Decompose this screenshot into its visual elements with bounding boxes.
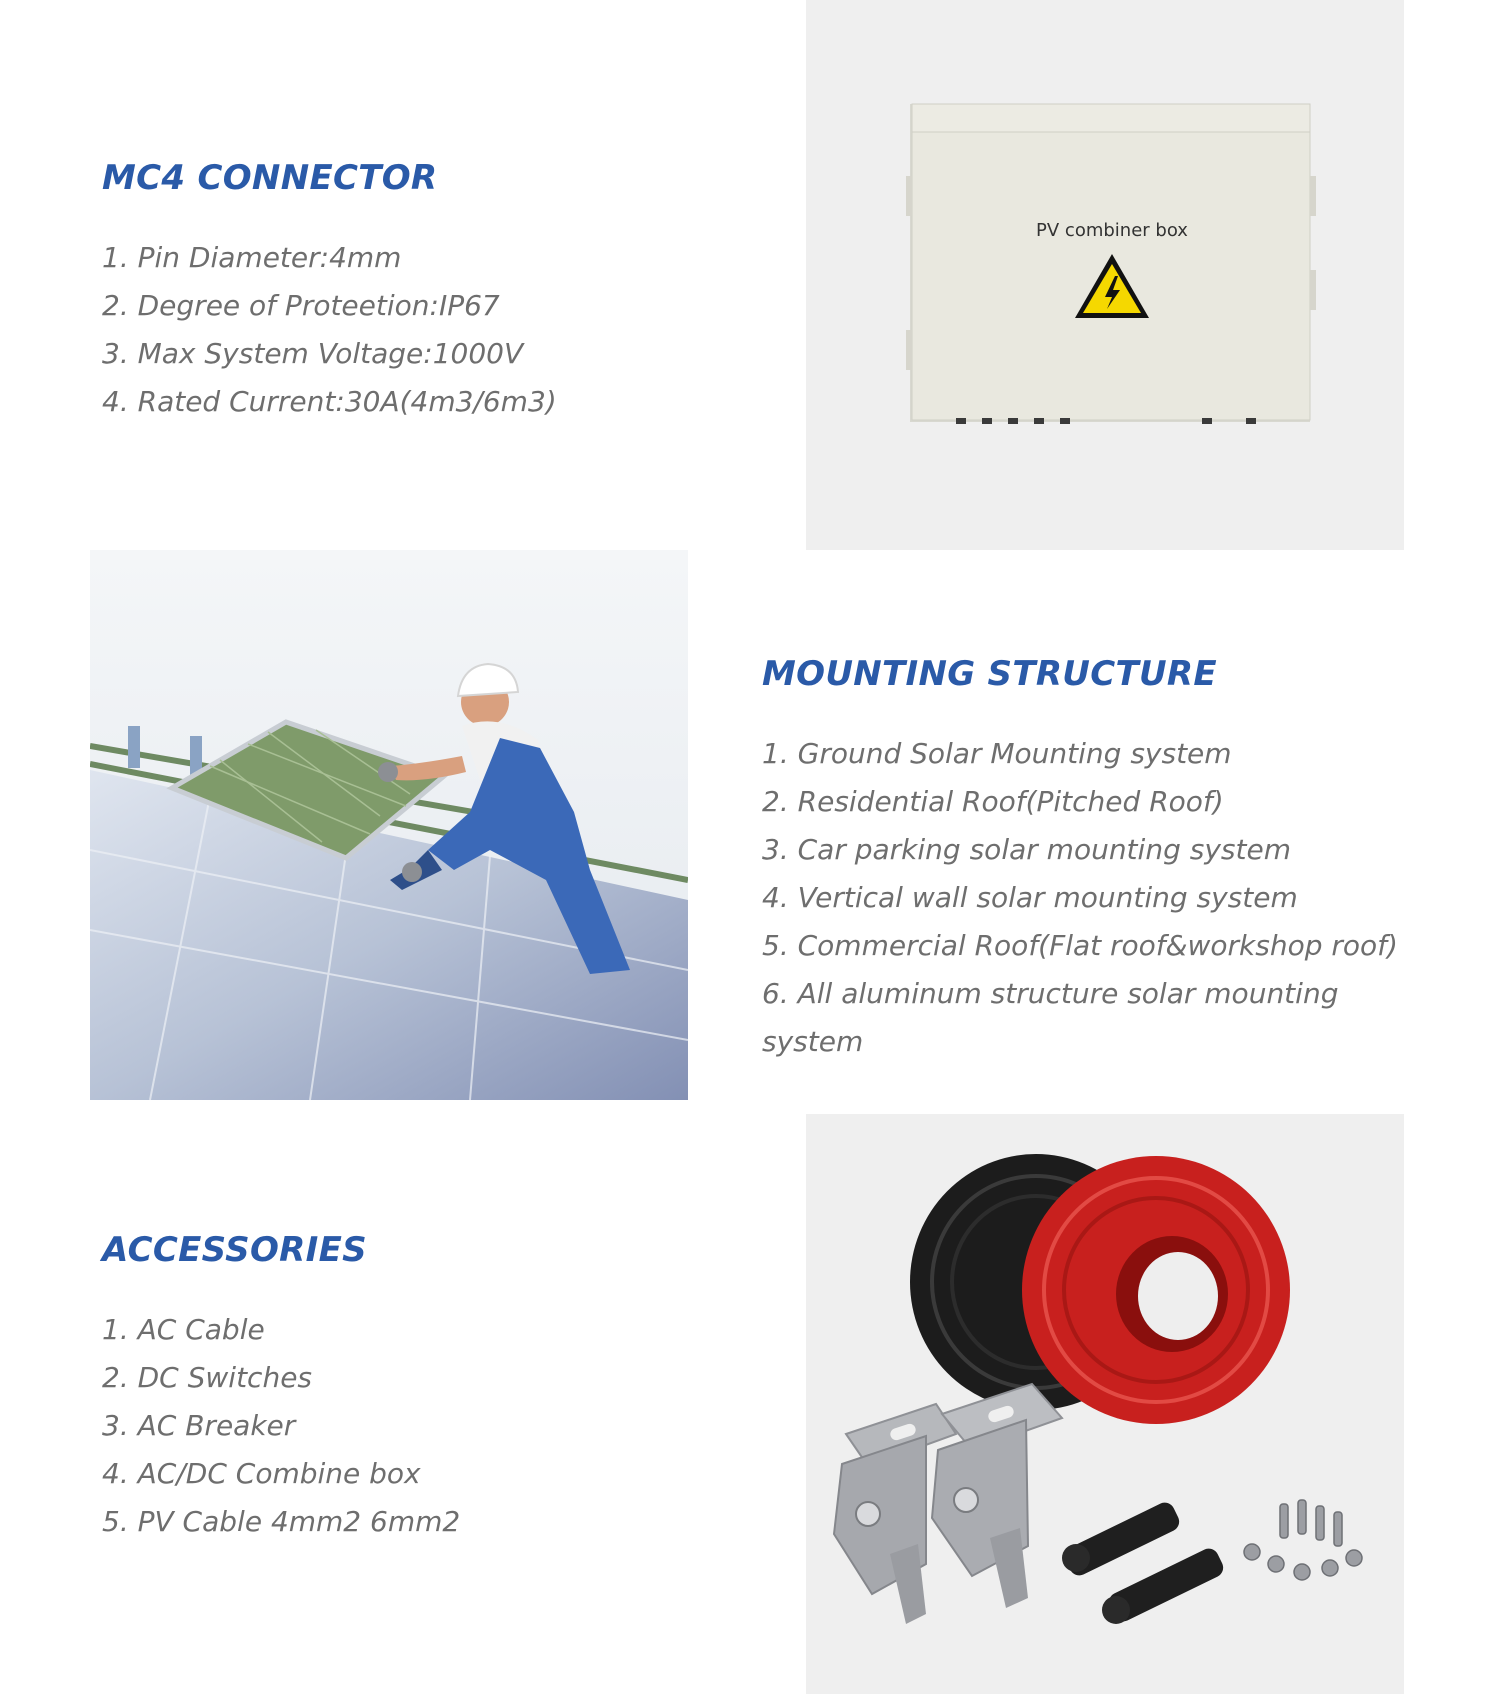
accessories-illustration	[806, 1114, 1404, 1694]
roof-clamp-2	[932, 1384, 1062, 1608]
list-item: 2. Residential Roof(Pitched Roof)	[762, 785, 1224, 818]
combiner-box-illustration	[806, 0, 1404, 550]
list-item: 1. AC Cable	[102, 1313, 265, 1346]
list-item: 5. Commercial Roof(Flat roof&workshop roof)	[762, 929, 1398, 962]
list-item: system	[762, 1025, 864, 1058]
list-item: 4. AC/DC Combine box	[102, 1457, 421, 1490]
red-cable-coil	[1022, 1156, 1290, 1424]
mc4-title: MC4 CONNECTOR	[102, 158, 438, 198]
list-item: 1. Pin Diameter:4mm	[102, 241, 402, 274]
accessories-title: ACCESSORIES	[102, 1230, 367, 1270]
mc4-connector-icon	[1061, 1499, 1226, 1625]
accessories-spec-list	[102, 1306, 460, 1546]
mounting-spec-list	[762, 730, 1398, 1066]
solar-installer-photo	[90, 550, 688, 1100]
list-item: 3. AC Breaker	[102, 1409, 296, 1442]
list-item: 6. All aluminum structure solar mounting	[762, 977, 1339, 1010]
accessories-image	[806, 1114, 1404, 1694]
combiner-box-image	[806, 0, 1404, 550]
solar-installer-illustration	[90, 550, 688, 1100]
mounting-title: MOUNTING STRUCTURE	[762, 654, 1217, 694]
list-item: 2. DC Switches	[102, 1361, 313, 1394]
list-item: 1. Ground Solar Mounting system	[762, 737, 1232, 770]
list-item: 3. Max System Voltage:1000V	[102, 337, 524, 370]
list-item: 5. PV Cable 4mm2 6mm2	[102, 1505, 461, 1538]
list-item: 2. Degree of Proteetion:IP67	[102, 289, 500, 322]
list-item: 4. Vertical wall solar mounting system	[762, 881, 1298, 914]
combiner-box-label: PV combiner box	[1036, 220, 1188, 241]
screws-and-nuts-icon	[1244, 1500, 1362, 1580]
list-item: 4. Rated Current:30A(4m3/6m3)	[102, 385, 557, 418]
list-item: 3. Car parking solar mounting system	[762, 833, 1291, 866]
mc4-spec-list	[102, 234, 557, 426]
